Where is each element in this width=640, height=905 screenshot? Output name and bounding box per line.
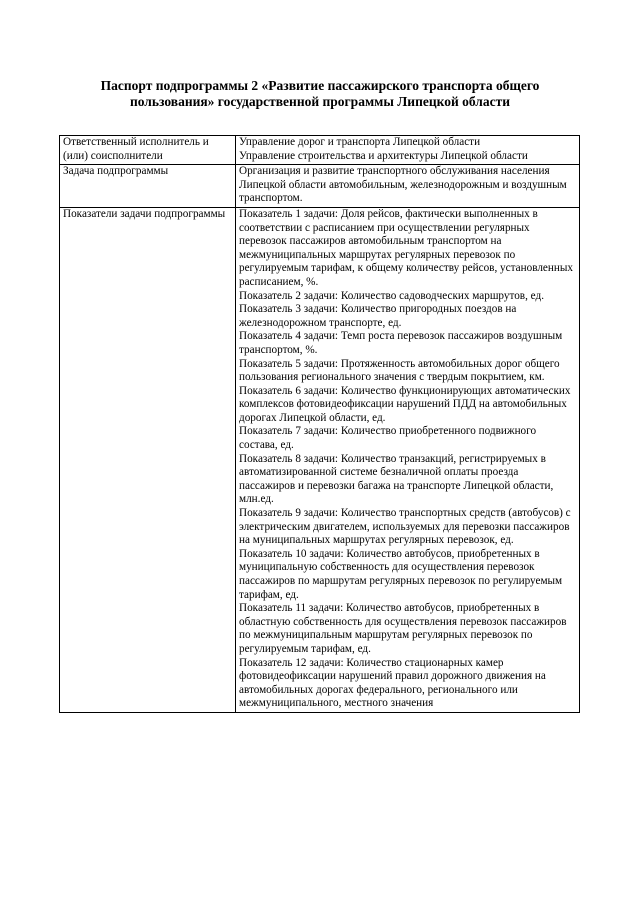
task-label: Задача подпрограммы	[60, 165, 236, 208]
indicator-3: Показатель 3 задачи: Количество пригородных поездов на железнодорожном транспорте, ед.	[239, 303, 517, 329]
responsible-label: Ответственный исполнитель и (или) соисполнители	[60, 136, 236, 165]
indicator-9: Показатель 9 задачи: Количество транспортных средств (автобусов) с электрическим двигателем, используемых для перевозки пассажиров на муниципальных маршрутах регулярных перевозок, ед.	[239, 507, 571, 547]
responsible-value-line2: Управление строительства и архитектуры Липецкой области	[239, 149, 528, 162]
indicator-7: Показатель 7 задачи: Количество приобретенного подвижного состава, ед.	[239, 425, 537, 452]
table-row-responsible	[60, 136, 580, 165]
indicator-10: Показатель 10 задачи: Количество автобусов, приобретенных в муниципальную собственность для осуществления перевозок пассажиров по маршрутам регулярных перевозок по регулируемым тарифам, ед.	[239, 547, 563, 601]
indicator-5: Показатель 5 задачи: Протяженность автомобильных дорог общего пользования регионального значения с твердым покрытием, км.	[239, 357, 560, 384]
table-row-indicators	[60, 207, 580, 712]
indicator-1: Показатель 1 задачи: Доля рейсов, фактически выполненных в соответствии с расписанием при осуществлении регулярных перевозок пассажиров автомобильным транспортом на межмуниципальных маршрутах регулярных перевозок по регулируемым тарифам, к общему количеству рейсов, установленных расписанием, %.	[239, 207, 573, 288]
responsible-value-line1: Управление дорог и транспорта Липецкой области	[239, 136, 481, 148]
indicator-4: Показатель 4 задачи: Темп роста перевозок пассажиров воздушным транспортом, %.	[239, 330, 563, 356]
document-title: Паспорт подпрограммы 2 «Развитие пассажирского транспорта общего пользования» государственной программы Липецкой области	[100, 78, 540, 109]
indicator-8: Показатель 8 задачи: Количество транзакций, регистрируемых в автоматизированной системе безналичной оплаты проезда пассажиров и перевозки багажа на транспорте Липецкой области, млн.ед.	[239, 452, 554, 506]
passport-table	[59, 135, 580, 713]
indicator-12: Показатель 12 задачи: Количество стационарных камер фотовидеофиксации нарушений правил дорожного движения на автомобильных дорогах федерального, регионального или межмуниципального, местного значения	[239, 656, 546, 710]
responsible-value	[236, 136, 580, 165]
indicator-6: Показатель 6 задачи: Количество функционирующих автоматических комплексов фотовидеофиксации нарушений ПДД на автомобильных дорогах Липецкой области, ед.	[239, 384, 571, 424]
indicator-2: Показатель 2 задачи: Количество садоводческих маршрутов, ед.	[239, 289, 544, 302]
indicators-label: Показатели задачи подпрограммы	[60, 207, 236, 712]
indicators-value	[236, 207, 580, 712]
task-value: Организация и развитие транспортного обслуживания населения Липецкой области автомобильным, железнодорожным и воздушным транспортом.	[236, 165, 580, 208]
table-row-task	[60, 165, 580, 208]
indicator-11: Показатель 11 задачи: Количество автобусов, приобретенных в областную собственность для осуществления перевозок пассажиров по межмуниципальным маршрутам регулярных перевозок по регулируемым тарифам, ед.	[239, 602, 567, 655]
